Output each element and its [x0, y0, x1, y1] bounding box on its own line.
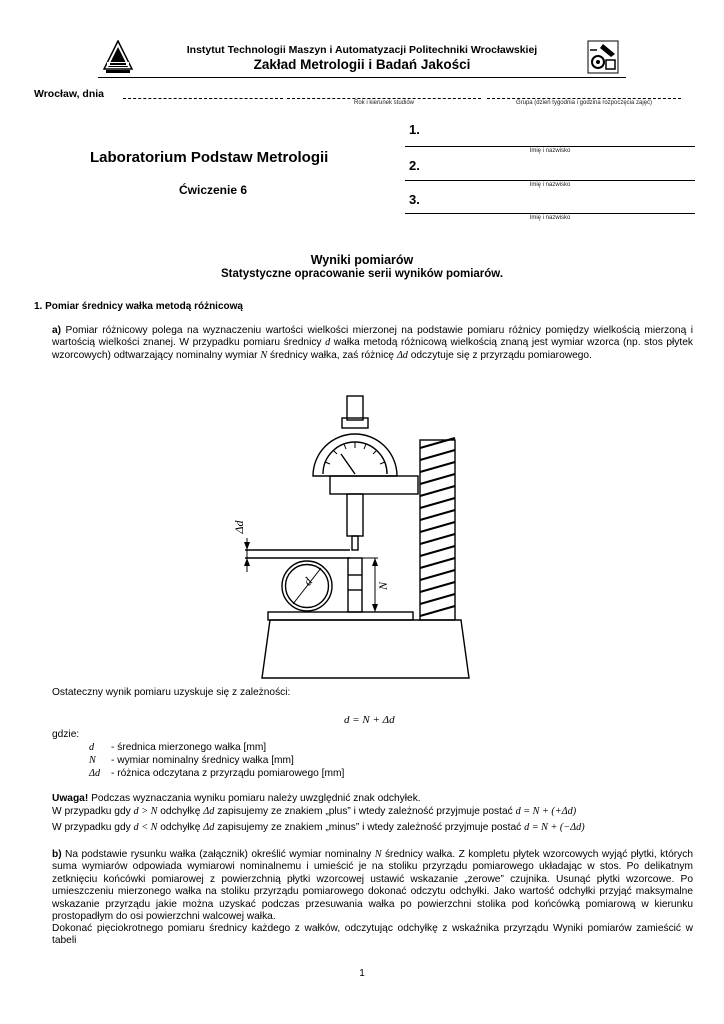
exercise-number: Ćwiczenie 6: [179, 183, 248, 197]
student-3-field[interactable]: [405, 213, 695, 214]
legend-row-1: [89, 742, 266, 754]
legend-row-3: [89, 768, 344, 780]
measuring-instrument-figure: [225, 390, 475, 682]
department-name: Zakład Metrologii i Badań Jakości: [253, 57, 471, 72]
date-field[interactable]: [123, 98, 283, 99]
legend-description: - różnica odczytana z przyrządu pomiarowego [mm]: [111, 768, 345, 779]
paragraph-b-label: b): [52, 849, 62, 860]
case-minus-formula: d = N + (−Δd): [524, 822, 585, 833]
legend-description: - średnica mierzonego wałka [mm]: [111, 742, 267, 753]
student-1-caption: Imię i nazwisko: [529, 148, 571, 154]
note: Uwaga! Podczas wyznaczania wyniku pomiaru należy uwzględnić znak odchyłek.: [52, 793, 421, 804]
results-subtitle: Statystyczne opracowanie serii wyników pomiarów.: [220, 268, 504, 280]
paragraph-b-continued: Dokonać pięciokrotnego pomiaru średnicy każdego z wałków, odczytując odchyłkę z wskaźnika przyrządu Wyniki pomiarów zamieścić w tabeli: [52, 923, 693, 947]
legend-symbol: d: [89, 742, 95, 753]
case-plus-formula: d = N + (+Δd): [515, 806, 577, 817]
results-title: Wyniki pomiarów: [310, 253, 414, 267]
institute-name: Instytut Technologii Maszyn i Automatyzacji Politechniki Wrocławskiej: [186, 44, 538, 56]
student-2-number: 2.: [409, 158, 420, 173]
main-formula: d = N + Δd: [344, 714, 395, 726]
paragraph-b: b) Na podstawie rysunku wałka (załącznik) określić wymiar nominalny N średnicy wałka. Z kompletu płytek wzorcowych wyjąć płytki, których suma wymiarów odpowiada wymiarowi nominalnemu i umieścić je na stoliku przyrządu pomiarowego układając w stos. Po delikatnym zetknięciu końcówki pomiarowej z powierzchnią płytki wzorcowej ustawić wskazanie „zerowe” czujnika. Usunąć płytki wzorcowe. Po umieszczeniu mierzonego wałka na stoliku przyrządu pomiarowego dokonać odczytu odchyłki. Jako wartość odchyłki przyjąć maksymalne wskazanie przyrządu jakie można uzyskać podczas przesuwania wałka po powierzchni stolika pod końcówką pomiarową w kierunku prostopadłym do osi powierzchni walcowej wałka.: [52, 849, 693, 923]
note-label: Uwaga!: [52, 793, 89, 804]
paragraph-a-label: a): [52, 325, 62, 336]
page-number: 1: [359, 968, 365, 979]
case-plus: W przypadku gdy d > N odchyłkę Δd zapisujemy ze znakiem „plus” i wtedy zależność przyjmuje postać d = N + (+Δd): [52, 806, 577, 817]
legend-row-2: [89, 755, 294, 767]
student-2-field[interactable]: [405, 180, 695, 181]
lab-title: Laboratorium Podstaw Metrologii: [90, 149, 329, 166]
group-caption: Grupa (dzień tygodnia i godzina rozpoczęcia zajęć): [515, 100, 653, 106]
where-label: gdzie:: [52, 729, 80, 740]
student-1-number: 1.: [409, 122, 420, 137]
student-3-caption: Imię i nazwisko: [529, 215, 571, 221]
section-1-heading: 1. Pomiar średnicy wałka metodą różnicową: [34, 301, 243, 312]
figure-label-N: N: [376, 581, 390, 591]
header-rule: [98, 77, 626, 78]
city-date-label: Wrocław, dnia: [34, 88, 105, 100]
group-field[interactable]: [487, 98, 681, 99]
student-2-caption: Imię i nazwisko: [529, 182, 571, 188]
student-1-field[interactable]: [405, 146, 695, 147]
student-3-number: 3.: [409, 192, 420, 207]
paragraph-a: a) Pomiar różnicowy polega na wyznaczeniu wartości wielkości mierzonej na podstawie pomiaru różnicy pomiędzy wielkością mierzoną i wartością wielkości znanej. W przypadku pomiaru średnicy d wałka metodą różnicową wielkością znaną jest wymiar wzorca (np. stos płytek wzorcowych) odtwarzający nominalny wymiar N średnicy wałka, zaś różnicę Δd odczytuje się z przyrządu pomiarowego.: [52, 325, 693, 361]
legend-symbol: N: [89, 755, 96, 766]
figure-label-d: d: [300, 574, 316, 589]
course-caption: Rok i kierunek studiów: [353, 100, 415, 106]
figure-label-delta-d: Δd: [232, 520, 246, 534]
course-field[interactable]: [287, 98, 481, 99]
final-result-intro: Ostateczny wynik pomiaru uzyskuje się z zależności:: [52, 687, 291, 698]
case-minus: W przypadku gdy d < N odchyłkę Δd zapisujemy ze znakiem „minus” i wtedy zależność przyjmuje postać d = N + (−Δd): [52, 822, 585, 833]
legend-description: - wymiar nominalny średnicy wałka [mm]: [111, 755, 294, 766]
instrument-drawing: [225, 390, 475, 682]
legend-symbol: Δd: [89, 768, 101, 779]
